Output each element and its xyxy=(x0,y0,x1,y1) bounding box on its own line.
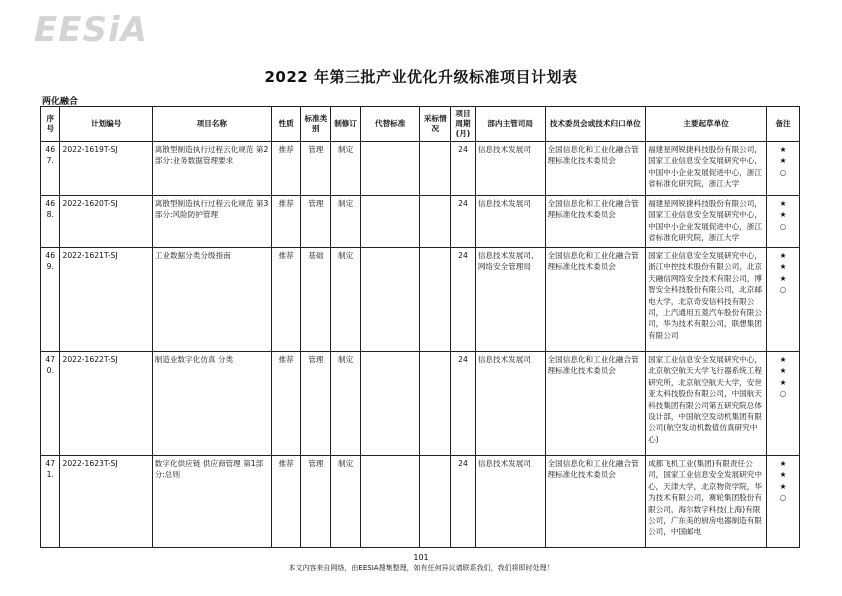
cell-plan-no: 2022-1623T-SJ xyxy=(60,456,152,548)
star-mark-icon: ★ xyxy=(779,273,787,283)
header-name: 项目名称 xyxy=(152,107,271,142)
star-mark-icon: ★ xyxy=(779,377,787,387)
star-mark-icon: ★ xyxy=(779,470,787,480)
star-mark-icon: ★ xyxy=(779,156,787,166)
cell-dept: 信息技术发展司 xyxy=(475,196,545,248)
cell-committee: 全国信息化和工业化融合管理标准化技术委员会 xyxy=(545,456,646,548)
header-seq: 序号 xyxy=(41,107,60,142)
table-row xyxy=(41,196,800,248)
footer-note: 本文内容来自网络，由EESIA搜集整理，如有任何异议请联系我们，我们将即时处理！ xyxy=(288,564,554,572)
cell-adopt xyxy=(420,456,451,548)
eesia-logo: EESiA xyxy=(34,10,148,50)
cell-plan-no: 2022-1621T-SJ xyxy=(60,248,152,352)
header-cycle: 项目周期(月) xyxy=(451,107,476,142)
cell-rev: 制定 xyxy=(331,248,361,352)
cell-nature: 推荐 xyxy=(271,456,301,548)
star-mark-icon: ★ xyxy=(779,459,787,468)
header-adopt: 采标情况 xyxy=(420,107,451,142)
cell-nature: 推荐 xyxy=(271,248,301,352)
page-title: 2022 年第三批产业优化升级标准项目计划表 xyxy=(264,68,578,86)
cell-replace xyxy=(360,196,419,248)
standards-table xyxy=(40,106,800,548)
cell-rev: 制定 xyxy=(331,352,361,456)
cell-note xyxy=(767,248,800,352)
header-category: 标准类别 xyxy=(301,107,331,142)
cell-dept: 信息技术发展司 xyxy=(475,456,545,548)
cell-seq: 469. xyxy=(41,248,60,352)
cell-dept: 信息技术发展司 xyxy=(475,142,545,196)
cell-category: 管理 xyxy=(301,196,331,248)
cell-note xyxy=(767,352,800,456)
cell-drafter: 福建星网锐捷科技股份有限公司，国家工业信息安全发展研究中心，中国中小企业发展促进中心，浙江省标准化研究院，浙江大学 xyxy=(646,196,767,248)
cell-drafter: 国家工业信息安全发展研究中心，浙江中控技术股份有限公司，北京天融信网络安全技术有限公司，博智安全科技股份有限公司，北京邮电大学，北京奇安信科技有限公司，上汽通用五菱汽车股份有限公司，华为技术有限公司，联想集团有限公司 xyxy=(646,248,767,352)
cell-committee: 全国信息化和工业化融合管理标准化技术委员会 xyxy=(545,142,646,196)
cell-adopt xyxy=(420,142,451,196)
cell-replace xyxy=(360,352,419,456)
cell-cycle: 24 xyxy=(451,142,476,196)
cell-drafter: 国家工业信息安全发展研究中心，北京航空航天大学飞行器系统工程研究所，北京航空航天大学，安世亚太科技股份有限公司，中国航天科技集团有限公司第五研究院总体设计部，中国航空发动机集团有限公司(航空发动机数值仿真研究中心) xyxy=(646,352,767,456)
star-mark-icon: ★ xyxy=(779,251,787,260)
cell-committee: 全国信息化和工业化融合管理标准化技术委员会 xyxy=(545,352,646,456)
cell-adopt xyxy=(420,196,451,248)
cell-plan-no: 2022-1620T-SJ xyxy=(60,196,152,248)
cell-seq: 470. xyxy=(41,352,60,456)
star-mark-icon: ★ xyxy=(779,199,787,208)
table-row xyxy=(41,248,800,352)
cell-seq: 467. xyxy=(41,142,60,196)
cell-committee: 全国信息化和工业化融合管理标准化技术委员会 xyxy=(545,196,646,248)
cell-adopt xyxy=(420,248,451,352)
star-mark-icon: ★ xyxy=(779,145,787,154)
cell-category: 基础 xyxy=(301,248,331,352)
cell-name: 制造业数字化仿真 分类 xyxy=(152,352,271,456)
cell-rev: 制定 xyxy=(331,142,361,196)
circle-mark-icon: ○ xyxy=(779,167,787,177)
circle-mark-icon: ○ xyxy=(779,221,787,231)
cell-replace xyxy=(360,248,419,352)
cell-committee: 全国信息化和工业化融合管理标准化技术委员会 xyxy=(545,248,646,352)
header-plan-no: 计划编号 xyxy=(60,107,152,142)
star-mark-icon: ★ xyxy=(779,481,787,491)
cell-nature: 推荐 xyxy=(271,352,301,456)
header-replace: 代替标准 xyxy=(360,107,419,142)
cell-category: 管理 xyxy=(301,142,331,196)
cell-name: 工业数据分类分级指南 xyxy=(152,248,271,352)
cell-rev: 制定 xyxy=(331,196,361,248)
cell-name: 离散型制造执行过程云化规范 第3部分:风险防护管理 xyxy=(152,196,271,248)
cell-nature: 推荐 xyxy=(271,142,301,196)
star-mark-icon: ★ xyxy=(779,355,787,364)
cell-dept: 信息技术发展司 xyxy=(475,352,545,456)
cell-category: 管理 xyxy=(301,352,331,456)
circle-mark-icon: ○ xyxy=(779,285,787,295)
header-drafter: 主要起草单位 xyxy=(646,107,767,142)
cell-note xyxy=(767,196,800,248)
section-label: 两化融合 xyxy=(42,97,79,107)
page-number: 101 xyxy=(413,553,429,562)
circle-mark-icon: ○ xyxy=(779,493,787,503)
header-dept: 部内主管司局 xyxy=(475,107,545,142)
header-nature: 性质 xyxy=(271,107,301,142)
cell-cycle: 24 xyxy=(451,352,476,456)
cell-name: 离散型制造执行过程云化规范 第2部分:业务数据管理要求 xyxy=(152,142,271,196)
header-note: 备注 xyxy=(767,107,800,142)
star-mark-icon: ★ xyxy=(779,366,787,376)
header-rev: 制修订 xyxy=(331,107,361,142)
table-header-row xyxy=(41,107,800,142)
cell-nature: 推荐 xyxy=(271,196,301,248)
cell-note xyxy=(767,456,800,548)
cell-drafter: 成都飞机工业(集团)有限责任公司，国家工业信息安全发展研究中心，天津大学，北京物资学院，华为技术有限公司，赛轮集团股份有限公司，海尔数字科技(上海)有限公司，广东美的厨房电器制造有限公司，中国邮电 xyxy=(646,456,767,548)
cell-drafter: 福建星网锐捷科技股份有限公司，国家工业信息安全发展研究中心，中国中小企业发展促进中心，浙江省标准化研究院，浙江大学 xyxy=(646,142,767,196)
cell-cycle: 24 xyxy=(451,196,476,248)
star-mark-icon: ★ xyxy=(779,210,787,220)
header-committee: 技术委员会或技术归口单位 xyxy=(545,107,646,142)
table-row xyxy=(41,142,800,196)
table-row xyxy=(41,352,800,456)
cell-seq: 468. xyxy=(41,196,60,248)
cell-seq: 471. xyxy=(41,456,60,548)
circle-mark-icon: ○ xyxy=(779,389,787,399)
cell-replace xyxy=(360,142,419,196)
cell-rev: 制定 xyxy=(331,456,361,548)
cell-category: 管理 xyxy=(301,456,331,548)
cell-cycle: 24 xyxy=(451,456,476,548)
cell-replace xyxy=(360,456,419,548)
cell-name: 数字化供应链 供应商管理 第1部分:总则 xyxy=(152,456,271,548)
cell-plan-no: 2022-1622T-SJ xyxy=(60,352,152,456)
cell-dept: 信息技术发展司、网络安全管理局 xyxy=(475,248,545,352)
star-mark-icon: ★ xyxy=(779,262,787,272)
table-row xyxy=(41,456,800,548)
cell-note xyxy=(767,142,800,196)
cell-plan-no: 2022-1619T-SJ xyxy=(60,142,152,196)
cell-cycle: 24 xyxy=(451,248,476,352)
cell-adopt xyxy=(420,352,451,456)
